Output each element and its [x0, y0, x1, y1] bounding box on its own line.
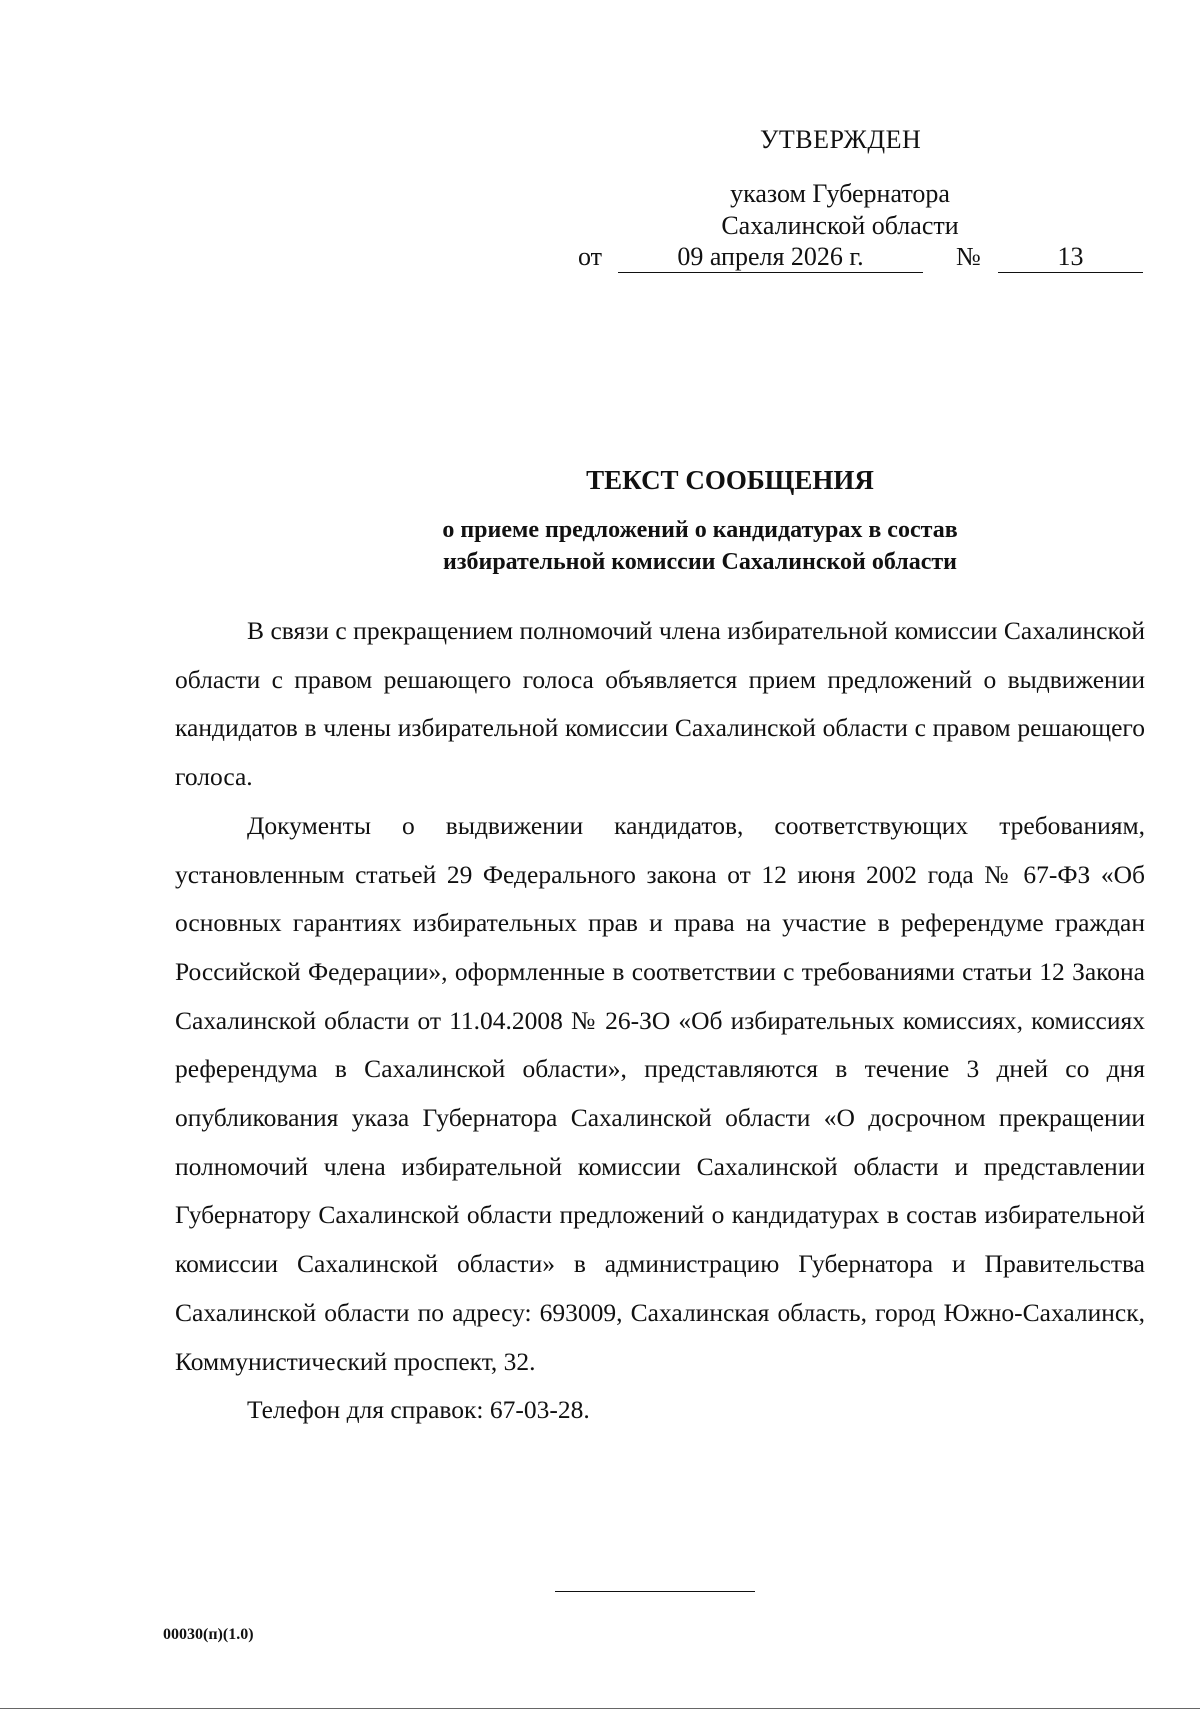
- document-body: [175, 607, 1145, 1435]
- document-subtitle: [0, 514, 1200, 578]
- scan-edge-line: [0, 1708, 1200, 1709]
- paragraph-documents: Документы о выдвижении кандидатов, соответствующих требованиям, установленным статьей 29 Федерального закона от 12 июня 2002 года № 67-ФЗ «Об основных гарантиях избирательных прав и права на участие в референдуме граждан Российской Федерации», оформленные в соответствии с требованиями статьи 12 Закона Сахалинской области от 11.04.2008 № 26-ЗО «Об избирательных комиссиях, комиссиях референдума в Сахалинской области», представляются в течение 3 дней со дня опубликования указа Губернатора Сахалинской области «О досрочном прекращении полномочий члена избирательной комиссии Сахалинской области и представлении Губернатору Сахалинской области предложений о кандидатурах в состав избирательной комиссии Сахалинской области» в администрацию Губернатора и Правительства Сахалинской области по адресу: 693009, Сахалинская область, город Южно-Сахалинск, Коммунистический проспект, 32.: [175, 810, 1145, 1376]
- paragraph-phone: Телефон для справок: 67-03-28.: [247, 1395, 590, 1425]
- decree-date: 09 апреля 2026 г.: [618, 242, 923, 273]
- subtitle-line-2: избирательной комиссии Сахалинской области: [443, 549, 957, 575]
- number-sign: №: [956, 242, 981, 271]
- form-code: 00030(п)(1.0): [163, 1626, 254, 1643]
- subtitle-line-1: о приеме предложений о кандидатурах в состав: [442, 517, 958, 543]
- date-prefix: от: [578, 242, 603, 271]
- issuer-line-2: Сахалинской области: [721, 211, 959, 240]
- document-title: ТЕКСТ СООБЩЕНИЯ: [586, 465, 874, 495]
- paragraph-announcement: В связи с прекращением полномочий члена избирательной комиссии Сахалинской области с правом решающего голоса объявляется прием предложений о выдвижении кандидатов в члены избирательной комиссии Сахалинской области с правом решающего голоса.: [175, 616, 1145, 792]
- decree-number: 13: [998, 242, 1143, 273]
- issuer-block: [690, 178, 990, 242]
- issuer-line-1: указом Губернатора: [730, 179, 950, 208]
- approval-stamp-title: УТВЕРЖДЕН: [760, 125, 922, 154]
- closing-divider: [555, 1591, 755, 1592]
- decree-date-line: [578, 242, 1143, 276]
